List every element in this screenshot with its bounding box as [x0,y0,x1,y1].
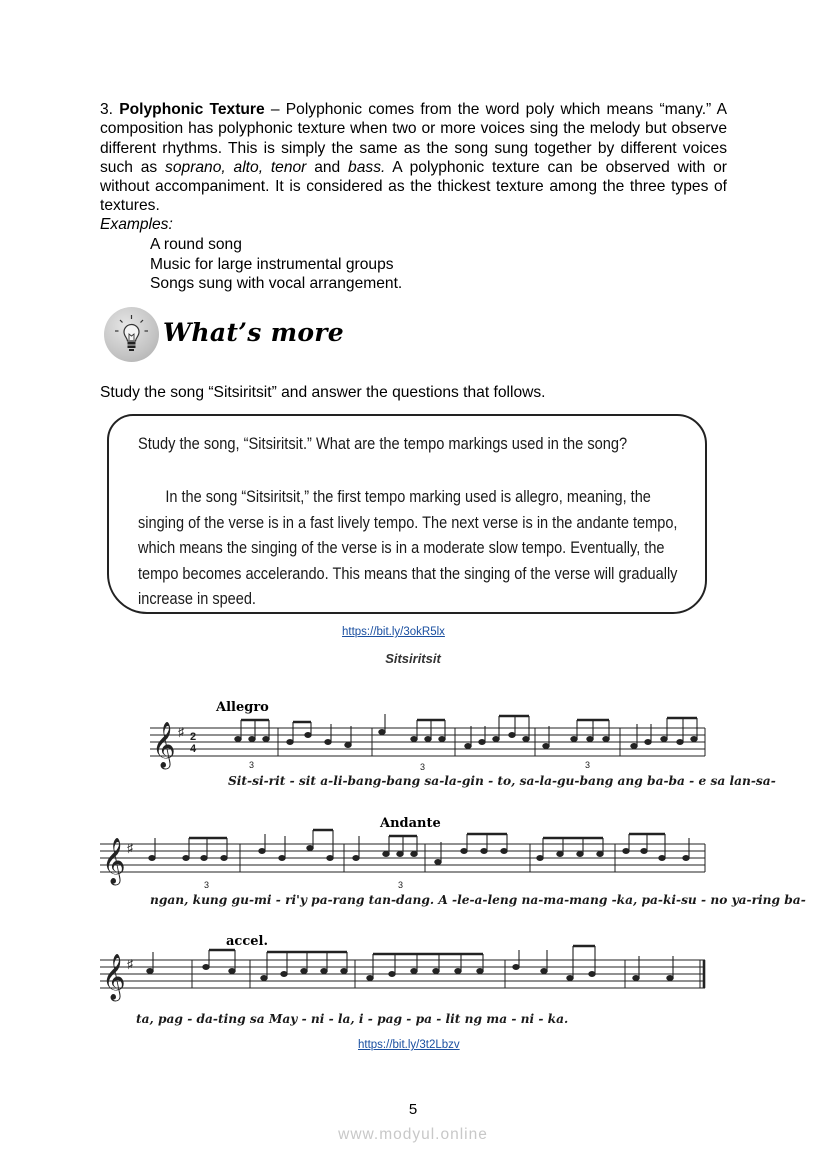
tempo-accel: accel. [226,934,268,949]
music-staff-2 [100,832,710,890]
item-number: 3. [100,101,114,118]
tempo-andante: Andante [380,816,441,831]
examples-list [150,235,402,294]
and-text: and [306,158,349,176]
svg-text:3: 3 [420,762,426,772]
page-number: 5 [408,1101,418,1118]
polyphonic-paragraph [100,100,727,216]
watermark: www.modyul.online [338,1126,488,1143]
example-item: Music for large instrumental groups [150,255,394,273]
svg-text:♯: ♯ [127,841,133,855]
svg-text:3: 3 [249,760,255,770]
voices-list: soprano, alto, tenor [165,158,307,176]
polyphonic-intro: – Polyphonic comes from the word poly which means “many.” A composition has polyphonic texture when two or more voices sing the melody but observe different rhythms. This is simply the same as the song sung together by different voices such as [100,101,727,176]
polyphonic-heading: Polyphonic Texture [119,101,265,118]
polyphonic-rest: A polyphonic texture can be observed with or without accompaniment. It is considered as the thickest texture among the three types of textures. [100,158,727,215]
svg-text:♯: ♯ [178,725,184,739]
lightbulb-icon [104,307,159,362]
example-item: A round song [150,236,242,253]
svg-text:𝄞: 𝄞 [102,954,126,1000]
lyrics-line-2: ngan, kung gu-mi - ri'y pa-rang tan-dang. A -le-a-leng na-ma-mang -ka, pa-ki-su - no ya-ring ba- [150,893,806,907]
music-staff-3 [100,950,710,1005]
svg-text:♯: ♯ [127,957,133,971]
example-item: Songs sung with vocal arrangement. [150,275,403,292]
svg-text:𝄞: 𝄞 [102,838,126,884]
svg-text:𝄞: 𝄞 [152,722,176,768]
svg-text:4: 4 [190,743,197,755]
source-link-1[interactable]: https://bit.ly/3okR5lx [342,626,445,638]
voice-bass: bass. [348,158,386,176]
study-instruction: Study the song “Sitsiritsit” and answer the questions that follows. [100,384,546,401]
lyrics-line-3: ta, pag - da-ting sa May - ni - la, i - pag - pa - lit ng ma - ni - ka. [136,1012,569,1026]
song-title: Sitsiritsit [385,651,441,666]
box-answer: In the song “Sitsiritsit,” the first tempo marking used is allegro, meaning, the singing of the verse is in a fast lively tempo. The next verse is in the andante tempo, which means the singing of the verse is in a moderate slow tempo. Eventually, the tempo becomes accelerando. This means that the singing of the verse will gradually increase in speed. [138,487,678,608]
music-staff-1 [150,718,710,773]
svg-text:3: 3 [204,880,210,890]
tempo-allegro: Allegro [216,700,269,715]
source-link-2[interactable]: https://bit.ly/3t2Lbzv [358,1039,460,1051]
whats-more-title: What’s more [163,318,344,347]
lyrics-line-1: Sit-si-rit - sit a-li-bang-bang sa-la-gin - to, sa-la-gu-bang ang ba-ba - e sa lan-sa- [228,774,776,788]
svg-text:3: 3 [585,760,591,770]
svg-text:2: 2 [190,731,197,743]
box-question: Study the song, “Sitsiritsit.” What are the tempo markings used in the song? [138,434,628,453]
examples-label: Examples: [100,216,173,233]
svg-text:3: 3 [398,880,404,890]
